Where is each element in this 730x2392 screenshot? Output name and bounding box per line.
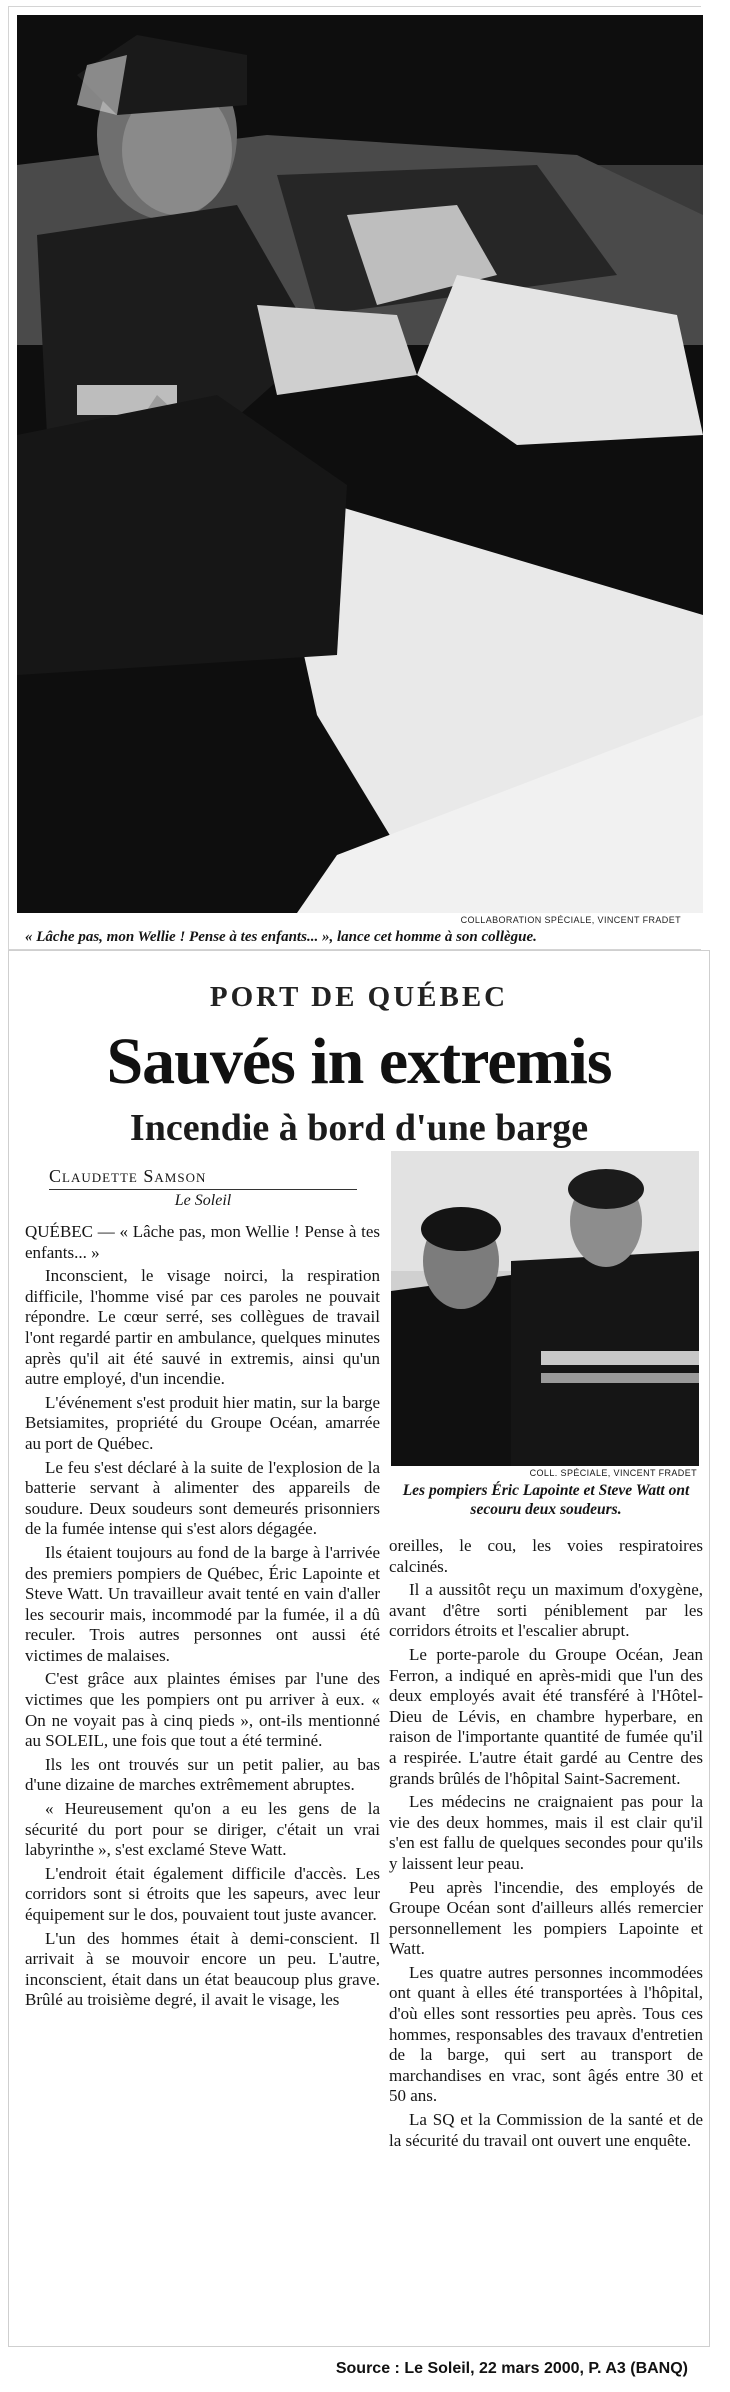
- byline-divider: [49, 1189, 357, 1190]
- paragraph: Les médecins ne craignaient pas pour la vie des deux hommes, mais il est clair qu'il s'en est fallu de quelques secondes pour qu'ils y laissent leur peau.: [389, 1792, 703, 1873]
- paragraph: oreilles, le cou, les voies respiratoires calcinés.: [389, 1536, 703, 1576]
- article-subhead: Incendie à bord d'une barge: [129, 1107, 589, 1149]
- paragraph: La SQ et la Commission de la santé et de la sécurité du travail ont ouvert une enquête.: [389, 2110, 703, 2150]
- paragraph: QUÉBEC — « Lâche pas, mon Wellie ! Pense à tes enfants... »: [25, 1222, 380, 1262]
- paragraph: Ils les ont trouvés sur un petit palier, au bas d'une dizaine de marches extrêmement abruptes.: [25, 1754, 380, 1795]
- article-column-right: [389, 1536, 703, 2154]
- paragraph: Le porte-parole du Groupe Océan, Jean Ferron, a indiqué en après-midi que l'un des deux employés avait été transféré à l'Hôtel-Dieu de Lévis, en chambre hyperbare, en raison de l'importante quantité de fumée qu'il a respirée. L'autre était gardé au Centre des grands brûlés de l'hôpital Saint-Sacrement.: [389, 1644, 703, 1788]
- paragraph: Les quatre autres personnes incommodées ont quant à elles été transportées à l'hôpital, d'où elles sont ressorties peu après. Tous ces hommes, responsables des travaux d'entretien de la barge, qui sert au transport de marchandises en vrac, sont âgés entre 30 et 50 ans.: [389, 1962, 703, 2106]
- paragraph: L'événement s'est produit hier matin, sur la barge Betsiamites, propriété du Groupe Océan, amarrée au port de Québec.: [25, 1392, 380, 1453]
- paragraph: Il a aussitôt reçu un maximum d'oxygène, avant d'être sorti péniblement par les corridors étroits et l'escalier abrupt.: [389, 1580, 703, 1641]
- photo-clipping: [8, 6, 701, 950]
- inset-photo-credit: COLL. SPÉCIALE, VINCENT FRADET: [529, 1468, 697, 1478]
- paragraph: Inconscient, le visage noirci, la respiration difficile, l'homme visé par ces paroles ne pouvait répondre. Le cœur serré, ses collègues de travail l'ont regardé partir en ambulance, quelques minutes après qu'il ait été sauvé in extremis, ainsi qu'un autre employé, d'un incendie.: [25, 1266, 380, 1389]
- article-column-left: [25, 1222, 380, 2014]
- source-citation: Source : Le Soleil, 22 mars 2000, P. A3 (BANQ): [335, 2360, 688, 2377]
- byline-publication: Le Soleil: [174, 1192, 232, 1209]
- photo-credit: COLLABORATION SPÉCIALE, VINCENT FRADET: [460, 915, 681, 925]
- article-kicker: PORT DE QUÉBEC: [209, 981, 509, 1013]
- article-headline: Sauvés in extremis: [106, 1025, 612, 1098]
- article-clipping: [8, 950, 710, 2347]
- paragraph: Ils étaient toujours au fond de la barge à l'arrivée des premiers pompiers de Québec, Éric Lapointe et Steve Watt. Un travailleur avait tenté en vain d'aller les secourir mais, incommodé par la fumée, il a dû reculer. Trois autres personnes ont aussi été victimes de malaises.: [25, 1542, 380, 1665]
- firefighter-photo: [17, 15, 703, 913]
- paragraph: Le feu s'est déclaré à la suite de l'explosion de la batterie servant à alimenter des appareils de soudure. Deux soudeurs sont demeurés prisonniers de la fumée intense qui s'est alors dégagée.: [25, 1457, 380, 1539]
- inset-photo-caption: Les pompiers Éric Lapointe et Steve Watt ont secouru deux soudeurs.: [402, 1482, 690, 1518]
- paragraph: Peu après l'incendie, des employés de Groupe Océan sont d'ailleurs allés remercier personnellement les pompiers Lapointe et Watt.: [389, 1877, 703, 1959]
- paragraph: L'un des hommes était à demi-conscient. Il arrivait à se mouvoir encore un peu. L'autre, inconscient, était dans un état beaucoup plus grave. Brûlé au troisième degré, il avait le visage, les: [25, 1928, 380, 2010]
- photo-caption: « Lâche pas, mon Wellie ! Pense à tes enfants... », lance cet homme à son collègue.: [25, 929, 537, 945]
- byline-author: Claudette Samson: [49, 1166, 207, 1186]
- firefighters-photo: [391, 1151, 699, 1466]
- paragraph: L'endroit était également difficile d'accès. Les corridors sont si étroits que les sapeurs, avec leur équipement sur le dos, pouvaient tout juste avancer.: [25, 1863, 380, 1924]
- paragraph: « Heureusement qu'on a eu les gens de la sécurité du port pour se diriger, c'était un vrai labyrinthe », s'est exclamé Steve Watt.: [25, 1799, 380, 1860]
- paragraph: C'est grâce aux plaintes émises par l'une des victimes que les pompiers ont pu arriver à eux. « On ne voyait pas à cinq pieds », ont-ils mentionné au SOLEIL, une fois que tout a été terminé.: [25, 1669, 380, 1751]
